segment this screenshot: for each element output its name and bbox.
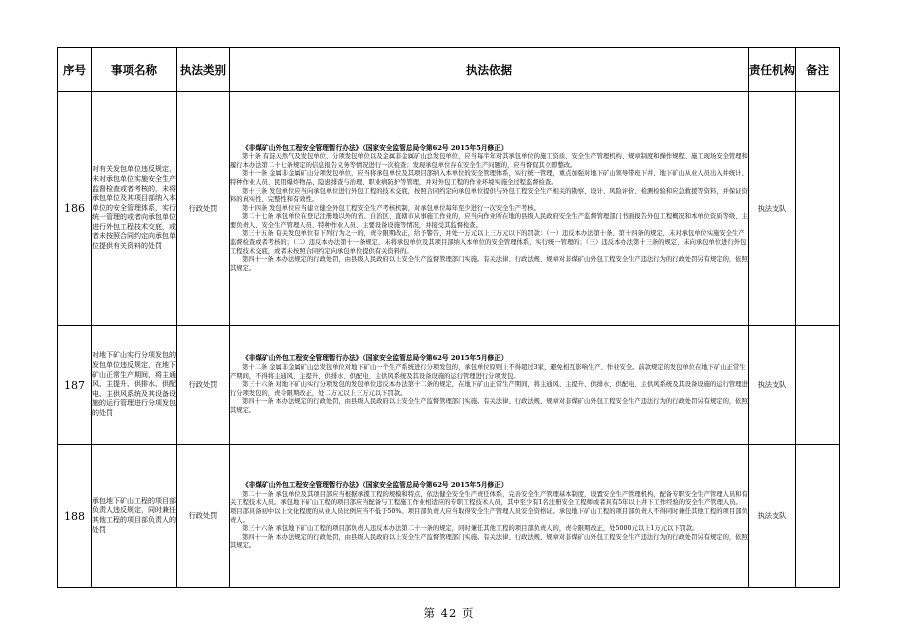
header-org: 责任机构 <box>749 48 796 92</box>
header-name: 事项名称 <box>92 48 177 92</box>
enforcement-type: 行政处罚 <box>177 326 230 445</box>
law-article: 第二十一条 承包单位及其项目部应当根据承揽工程的规模和特点，依法健全安全生产责任体系，完善安全生产管理基本制度，设置安全生产管理机构，配备专职安全生产管理人员和有关工程技术人员。承包地下矿山工程的项目部应当配备与工程施工作业相适应的专职工程技术人员，其中至少有1名注册安全工程师或者具有5年以上井下工作经验的安全生产管理人员。项目部具备初中以上文化程度的从业人员比例应当不低于50%。项目部负责人应当取得安全生产管理人员安全资格证。承包地下矿山工程的项目部负责人不得同时兼任其他工程的项目部负责人。 <box>230 490 748 524</box>
law-article: 第十三条 发包单位应当向承包单位进行外包工程的技术交底，按照合同约定向承包单位提供与外包工程安全生产相关的勘察、设计、风险评价、检测检验和应急救援等资料，并保证资料的真实性、完整性和有效性。 <box>230 187 748 204</box>
header-note: 备注 <box>796 48 840 92</box>
row-number: 186 <box>58 92 92 326</box>
law-article: 第四十一条 本办法规定的行政处罚，由县级人民政府以上安全生产监督管理部门实施。有关法律、行政法规、规章对非煤矿山外包工程安全生产违法行为的行政处罚另有规定的，依照其规定。 <box>230 398 748 414</box>
responsible-org: 执法支队 <box>749 92 796 326</box>
law-article: 第四十一条 本办法规定的行政处罚，由县级人民政府以上安全生产监督管理部门实施。有关法律、行政法规、规章对非煤矿山外包工程安全生产违法行为的行政处罚另有规定的，依照其规定。 <box>230 256 748 272</box>
law-article: 第三十六条 对地下矿山实行分项发包的发包单位违反本办法第十二条的规定，在地下矿山正常生产期间，将主通风、主提升、供排水、供配电、主供风系统及其设备设施的运行管理进行分项发包的，责令限期改正，处二万元以上三万元以下罚款。 <box>230 381 748 397</box>
law-article: 第三十六条 承包地下矿山工程的项目部负责人违反本办法第二十一条的规定，同时兼任其他工程的项目部负责人的，责令限期改正，处5000元以上1万元以下罚款。 <box>242 525 699 533</box>
law-article: 第二十七条 承包单位在登记注册地以外的省、自治区、直辖市从事施工作业的，应当向作业所在地的县级人民政府安全生产监督管理部门书面报告外包工程概况和本单位资质等级、主要负责人、安全生产管理人员、特种作业人员、主要设备设施等情况，并接受其监督检查。 <box>230 213 748 229</box>
header-no: 序号 <box>58 48 92 92</box>
header-basis: 执法依据 <box>230 48 749 92</box>
note-cell <box>796 326 840 445</box>
note-cell <box>796 445 840 588</box>
law-article: 第十条 有淀天然气及发包单位、分项发包单位以及金属非金属矿山总发包单位，应当每半年对其承包单位的施工资质、安全生产管理机构、规章制度和操作规程、施工现场安全管理和履行本办法第二十七条规定的信息报告义务等情况进行一次检查；发现承包单位存在安全生产问题的，应当督促其立即整改。 <box>230 153 748 169</box>
law-article: 第十二条 金属非金属矿山总发包单位对地下矿山一个生产系统进行分项发包的，承包单位原则上不得超过3家，避免相互影响生产、作业安全。前款规定的发包单位在地下矿山正常生产期间，不得将主通风、主提升、供排水、供配电、主供风系统及其设备设施的运行管理进行分项发包。 <box>230 364 746 380</box>
responsible-org: 执法支队 <box>749 445 796 588</box>
table-row <box>58 326 840 445</box>
row-number: 187 <box>58 326 92 445</box>
law-title: 《非煤矿山外包工程安全管理暂行办法》（国家安全监管总局令第62号 2015年5月修正） <box>242 354 508 363</box>
law-article: 第十四条 发包单位应当建立健全外包工程安全生产考核机制，对承包单位每年至少进行一次安全生产考核。 <box>242 204 540 212</box>
table-row <box>58 92 840 326</box>
header-type: 执法类别 <box>177 48 230 92</box>
law-title: 《非煤矿山外包工程安全管理暂行办法》（国家安全监管总局令第62号 2015年5月修正） <box>242 143 508 152</box>
item-name: 对地下矿山实行分项发包的发包单位违反规定，在地下矿山正常生产期间，将主通风、主提升、供排水、供配电、主供风系统及其设备设施的运行管理进行分项发包的处罚 <box>92 326 177 445</box>
law-title: 《非煤矿山外包工程安全管理暂行办法》（国家安全监管总局令第62号 2015年5月修正） <box>242 481 508 490</box>
row-number: 188 <box>58 445 92 588</box>
enforcement-basis <box>230 445 749 588</box>
enforcement-type: 行政处罚 <box>177 445 230 588</box>
law-article: 第三十五条 有关发包单位有下列行为之一的，责令限期改正，给予警告，并处一万元以上三万元以下的罚款：（一）违反本办法第十条、第十四条的规定，未对承包单位实施安全生产监督检查或者考核的；（二）违反本办法第十一条规定，未将承包单位及其项目部纳入本单位的安全管理体系，实行统一管理的；（三）违反本办法第十三条的规定，未向承包单位进行外包工程技术交底，或者未按照合同约定向承包单位提供有关资料的。 <box>230 230 747 255</box>
enforcement-type: 行政处罚 <box>177 92 230 326</box>
law-article: 第四十一条 本办法规定的行政处罚，由县级人民政府以上安全生产监督管理部门实施。有关法律、行政法规、规章对非煤矿山外包工程安全生产违法行为的行政处罚另有规定的，依照其规定。 <box>230 533 748 550</box>
enforcement-basis <box>230 92 749 326</box>
note-cell <box>796 92 840 326</box>
enforcement-table <box>57 47 840 588</box>
responsible-org: 执法支队 <box>749 326 796 445</box>
page-number: 第 42 页 <box>423 606 475 620</box>
enforcement-basis <box>230 326 749 445</box>
table-row <box>58 445 840 588</box>
item-name: 对有关发包单位违反规定，未对承包单位实施安全生产监督检查或者考核的，未将承包单位及其项目部纳入本单位的安全管理体系，实行统一管理的或者向承包单位进行外包工程技术交底，或者未按照合同约定向承包单位提供有关资料的处罚 <box>92 92 177 326</box>
law-article: 第十一条 金属非金属矿山分项发包单位，应当将承包单位及其项目部纳入本单位的安全管理体系，实行统一管理，重点加强对地下矿山领导带班下井、地下矿山从业人员出入井统计、特种作业人员、民用爆炸物品、隐患排查与治理、职业病防护等管理，并对外包工程的作业环境实施全过程监督检查。 <box>230 170 748 186</box>
item-name: 承包地下矿山工程的项目部负责人违反规定，同时兼任其他工程的项目部负责人的处罚 <box>92 445 177 588</box>
header-row <box>58 48 840 92</box>
